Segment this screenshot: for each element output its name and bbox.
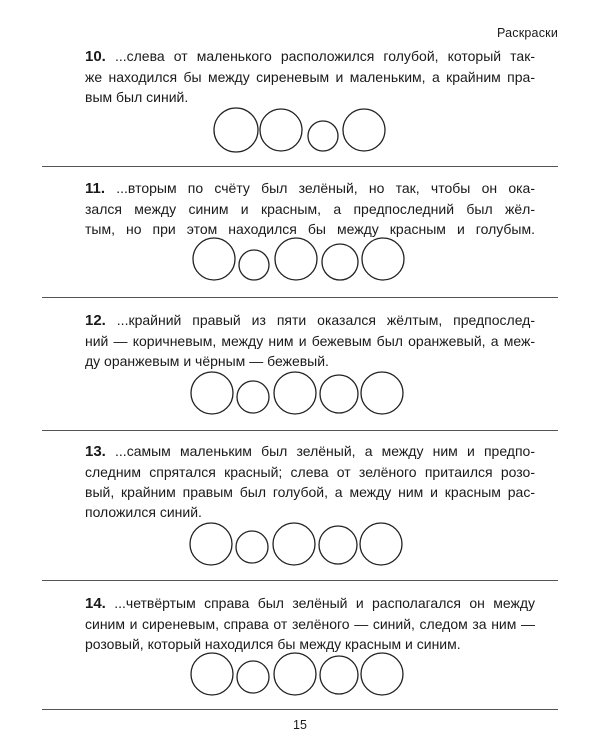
task-text-line: тым, но при этом находился бы между красным и голубым.	[85, 221, 535, 237]
separator-line	[42, 166, 558, 167]
task-number: 10.	[85, 48, 106, 65]
coloring-circle[interactable]	[320, 656, 358, 694]
task-13-circles	[0, 520, 600, 570]
task-text-line: ...слева от маленького расположился голубой, который так-	[114, 48, 536, 64]
page-number: 15	[293, 718, 307, 732]
separator-line	[42, 580, 558, 581]
coloring-circle[interactable]	[236, 531, 268, 563]
task-number: 11.	[85, 180, 106, 197]
task-14-circles	[0, 650, 600, 700]
task-11	[85, 178, 535, 239]
separator-line	[42, 297, 558, 298]
task-text-line: ду оранжевым и чёрным — бежевый.	[85, 353, 329, 369]
coloring-circle[interactable]	[237, 381, 269, 413]
task-14	[85, 593, 535, 654]
task-12	[85, 310, 535, 371]
task-text-line: ний — коричневым, между ним и бежевым был оранжевый, а меж-	[85, 333, 535, 349]
coloring-circle[interactable]	[190, 523, 232, 565]
task-text-line: розовый, который находился бы между красным и синим.	[85, 636, 461, 652]
task-13	[85, 441, 535, 522]
task-text-line: следним спрятался красный; слева от зелёного притаился розо-	[85, 464, 535, 480]
coloring-circle[interactable]	[320, 375, 358, 413]
coloring-circle[interactable]	[343, 109, 385, 151]
coloring-circle[interactable]	[273, 523, 315, 565]
task-text-line: ...самым маленьким был зелёный, а между ним и предпо-	[115, 443, 535, 459]
task-number: 13.	[85, 443, 106, 460]
task-12-circles	[0, 369, 600, 419]
task-text-line: ...четвёртым справа был зелёный и располагался он между	[114, 595, 535, 611]
separator-line	[42, 709, 558, 710]
task-11-circles	[0, 237, 600, 287]
coloring-circle[interactable]	[191, 372, 233, 414]
task-text-line: зался между синим и красным, а предпоследний был жёл-	[85, 201, 535, 217]
coloring-circle[interactable]	[274, 653, 316, 695]
coloring-circle[interactable]	[239, 250, 269, 280]
task-number: 12.	[85, 312, 106, 329]
coloring-circle[interactable]	[274, 372, 316, 414]
task-text-line: вый, крайним правым был голубой, а между ним и красным рас-	[85, 484, 535, 500]
coloring-circle[interactable]	[308, 121, 338, 151]
task-text-line: вым был синий.	[85, 89, 189, 105]
coloring-circle[interactable]	[361, 372, 403, 414]
coloring-circle[interactable]	[360, 523, 402, 565]
coloring-circle[interactable]	[319, 526, 357, 564]
coloring-circle[interactable]	[275, 238, 317, 280]
task-text-line: ...вторым по счёту был зелёный, но так, чтобы он ока-	[116, 180, 535, 196]
coloring-circle[interactable]	[193, 238, 235, 280]
task-text-line: ...крайний правый из пяти оказался жёлтым, предпослед-	[116, 312, 536, 328]
task-10-circles	[0, 105, 600, 155]
separator-line	[42, 430, 558, 431]
section-title: Раскраски	[497, 26, 558, 40]
coloring-circle[interactable]	[214, 108, 258, 152]
task-text-line: положился синий.	[85, 504, 202, 520]
coloring-circle[interactable]	[237, 661, 269, 693]
coloring-circle[interactable]	[322, 244, 358, 280]
coloring-circle[interactable]	[191, 653, 233, 695]
task-text-line: же находился бы между сиреневым и маленьким, а крайним пра-	[85, 69, 535, 85]
task-text-line: синим и сиреневым, справа от зелёного — синий, следом за ним —	[85, 616, 535, 632]
coloring-circle[interactable]	[260, 109, 302, 151]
coloring-circle[interactable]	[362, 238, 404, 280]
task-number: 14.	[85, 595, 106, 612]
task-10	[85, 46, 535, 107]
coloring-circle[interactable]	[361, 653, 403, 695]
